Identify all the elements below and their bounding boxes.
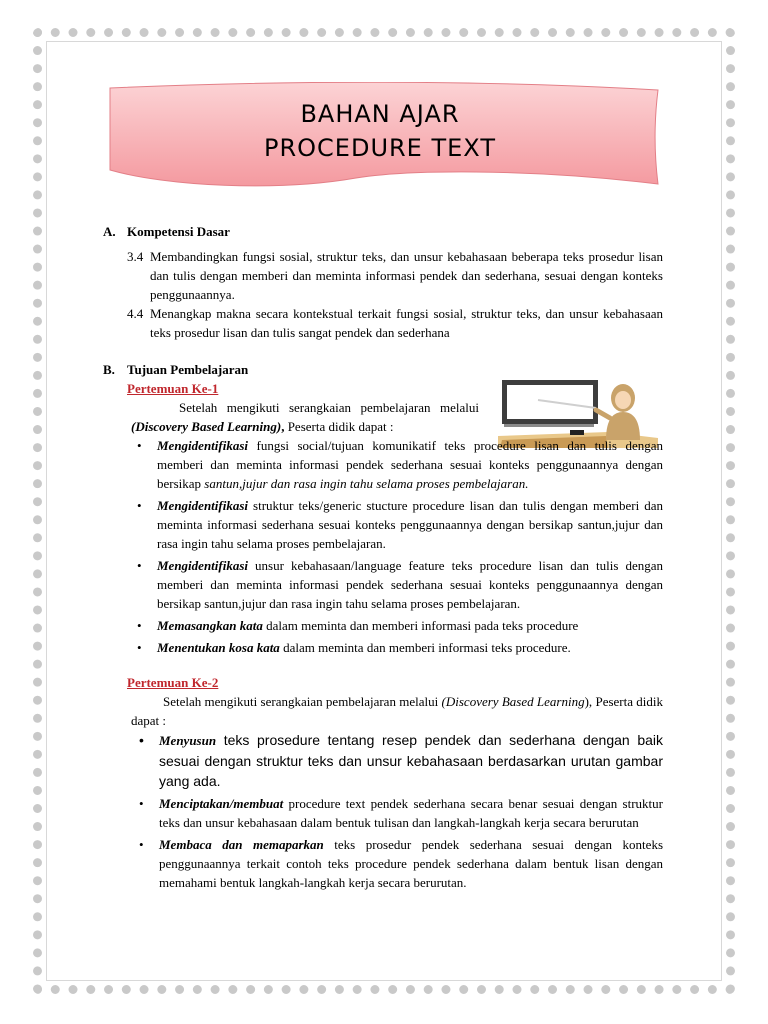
list-item (133, 616, 663, 635)
bullet-icon: • (137, 438, 142, 453)
objective-text: teks prosedure tentang resep pendek dan sederhana dengan baik sesuai dengan struktur teks dan unsur kebahasaan berdasarkan urutan gambar yang ada. (159, 732, 663, 789)
objective-verb: Membaca dan memaparkan (159, 837, 324, 852)
meeting-1-comma: , (281, 419, 285, 434)
competency-number: 3.4 (127, 249, 144, 264)
list-item (135, 794, 663, 832)
objective-verb: Mengidentifikasi (157, 498, 249, 513)
banner-title (170, 97, 590, 165)
list-item (135, 730, 663, 791)
objective-verb: Mengidentifikasi (157, 438, 249, 453)
meeting-2-objectives (103, 730, 663, 892)
bullet-icon: • (137, 640, 142, 655)
list-item (133, 638, 663, 657)
meeting-2-method: (Discovery Based Learning (441, 694, 585, 709)
objective-verb: Memasangkan kata (157, 618, 263, 633)
section-b-heading (103, 360, 663, 379)
meeting-1-method: (Discovery Based Learning) (131, 419, 282, 434)
competency-text: Membandingkan fungsi sosial, struktur teks, dan unsur kebahasaan beberapa teks prosedur lisan dan tulis dengan memberi dan meminta informasi pendek dan sederhana, sesuai dengan konteks penggunaannya. (150, 249, 663, 302)
meeting-1-intro-pre: Setelah mengikuti serangkaian pembelajaran melalui (179, 400, 479, 415)
competency-item (127, 304, 663, 342)
banner-title-line2: PROCEDURE TEXT (264, 134, 496, 162)
bullet-icon: • (137, 618, 142, 633)
objective-text: dalam meminta dan memberi informasi pada teks procedure (262, 618, 579, 633)
list-item (133, 556, 663, 613)
objective-text: procedure text pendek sederhana secara benar sesuai dengan struktur teks dan unsur kebahasaan dalam bentuk tulisan dan langkah-langkah kerja secara berurutan (159, 796, 663, 830)
meeting-2-intro (131, 692, 663, 730)
objective-text: teks prosedur pendek sederhana sesuai dengan konteks penggunaannya terkait contoh teks procedure pendek sederhana dalam bentuk lisan dengan memahami bentuk langkah-langkah kerja secara berurutan. (159, 837, 663, 890)
list-item (135, 835, 663, 892)
objective-text: struktur teks/generic stucture procedure lisan dan tulis dengan memberi dan meminta informasi sederhana sesuai konteks penggunaannya dengan bersikap santun,jujur dan rasa ingin tahu selama proses pembelajaran. (157, 498, 663, 551)
section-b-letter: B. (103, 362, 115, 377)
section-a-heading (103, 222, 663, 241)
competency-list (127, 247, 663, 342)
objective-verb: Menyusun (159, 733, 217, 748)
list-item (133, 436, 663, 493)
competency-number: 4.4 (127, 306, 144, 321)
objective-text: unsur kebahasaan/language feature teks procedure lisan dan tulis dengan memberi dan meminta informasi pendek sederhana sesuai konteks penggunaannya dengan bersikap santun,jujur dan rasa ingin tahu selama proses pembelajaran. (157, 558, 663, 611)
meeting-1-intro-post: Peserta didik dapat : (284, 419, 394, 434)
competency-text: Menangkap makna secara kontekstual terkait fungsi sosial, struktur teks, dan unsur kebahasaan teks prosedur lisan dan tulis sangat pendek dan sederhana (150, 306, 663, 340)
bullet-icon: • (139, 796, 144, 811)
bullet-icon: • (137, 558, 142, 573)
list-item (133, 496, 663, 553)
bullet-icon: • (137, 498, 142, 513)
objective-text-italic: santun,jujur dan rasa ingin tahu selama proses pembelajaran. (204, 476, 529, 491)
objective-text: dalam meminta dan memberi informasi teks procedure. (279, 640, 571, 655)
objective-verb: Menentukan kosa kata (157, 640, 280, 655)
section-b-title: Tujuan Pembelajaran (127, 362, 249, 377)
section-a-letter: A. (103, 224, 116, 239)
meeting-2-title: Pertemuan Ke-2 (127, 675, 219, 690)
section-a-title: Kompetensi Dasar (127, 224, 230, 239)
bullet-icon: • (139, 837, 144, 852)
objective-verb: Menciptakan/membuat (159, 796, 284, 811)
bullet-icon: • (139, 732, 144, 748)
meeting-2-intro-pre: Setelah mengikuti serangkaian pembelajaran melalui (163, 694, 439, 709)
meeting-2-intro-post: ), Peserta didik dapat : (131, 694, 664, 728)
meeting-1-intro (131, 398, 479, 436)
meeting-1-objectives (103, 436, 663, 657)
objective-text: fungsi social/tujuan komunikatif teks procedure lisan dan tulis dengan memberi dan meminta informasi pendek sederhana sesuai konteks penggunaannya dengan bersikap (157, 438, 663, 491)
competency-item (127, 247, 663, 304)
objective-verb: Mengidentifikasi (157, 558, 249, 573)
content-area (103, 222, 663, 895)
meeting-1-title: Pertemuan Ke-1 (127, 381, 219, 396)
banner-title-line1: BAHAN AJAR (300, 100, 460, 128)
